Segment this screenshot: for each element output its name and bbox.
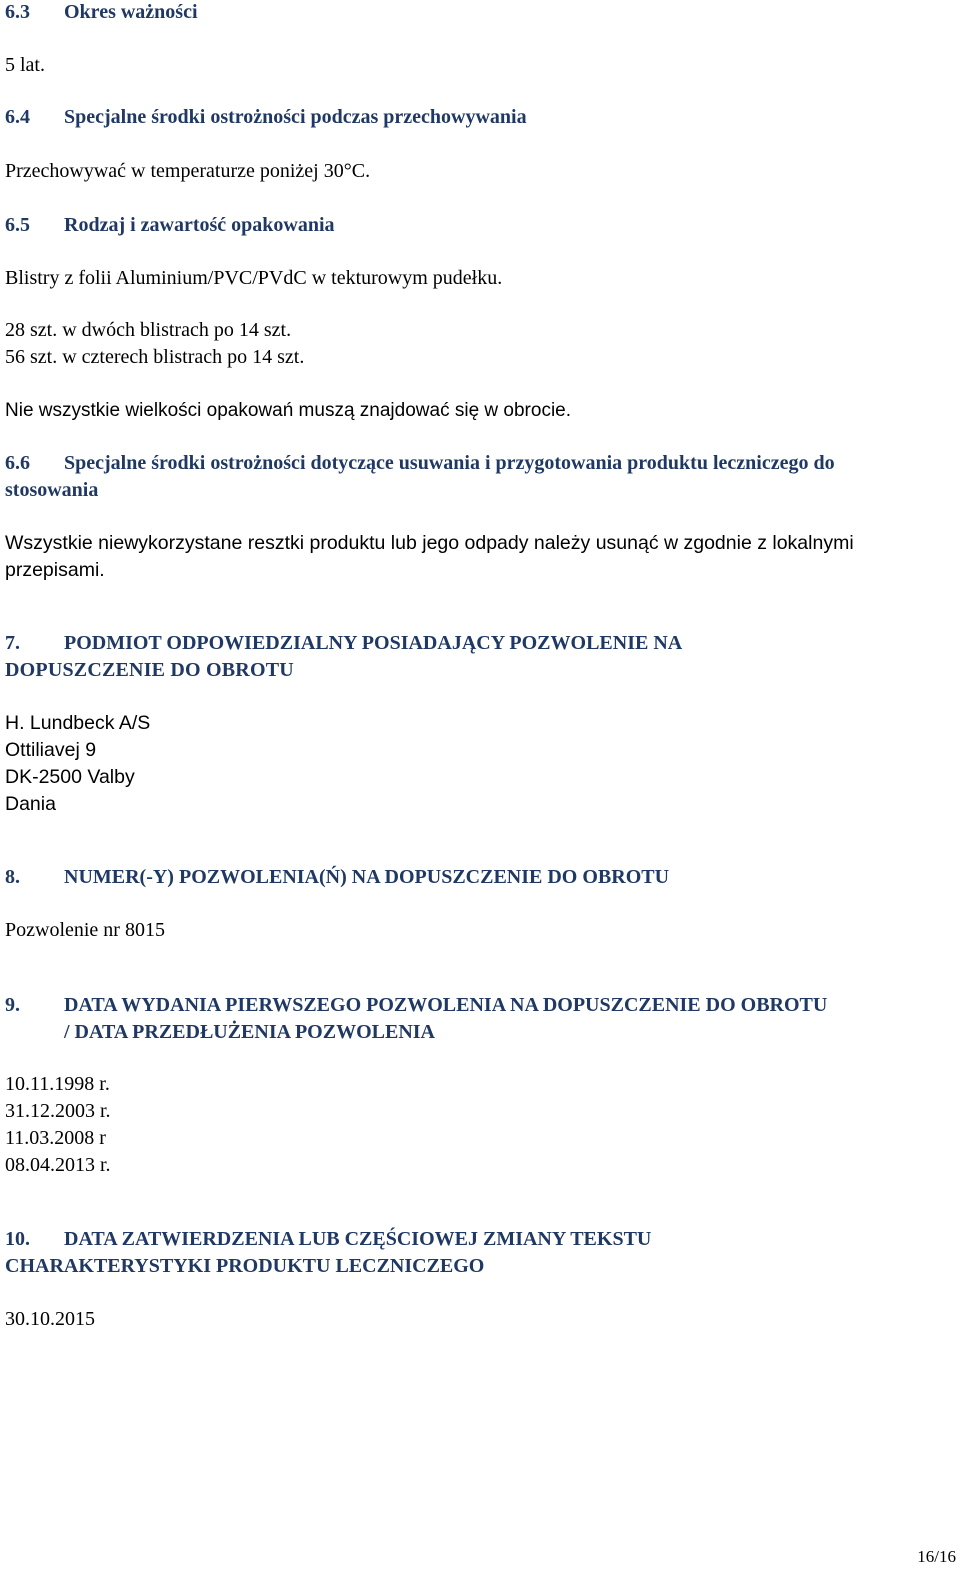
section-number: 6.4 — [5, 106, 30, 128]
section-number: 8. — [5, 866, 20, 888]
section-title-continued: stosowania — [5, 479, 99, 501]
section-6-4-body: Przechowywać w temperaturze poniżej 30°C. — [5, 160, 371, 182]
section-title: DATA ZATWIERDZENIA LUB CZĘŚCIOWEJ ZMIANY TEKSTU — [64, 1228, 652, 1250]
section-7-heading — [5, 630, 682, 684]
section-10-heading — [5, 1226, 651, 1280]
pack-size-list — [5, 317, 304, 371]
section-6-4-heading — [5, 104, 527, 131]
address-line: H. Lundbeck A/S — [5, 712, 151, 734]
marketing-authorisation-holder-address — [5, 710, 150, 818]
section-title-continued: DOPUSZCZENIE DO OBROTU — [5, 659, 294, 681]
section-6-5-heading — [5, 212, 335, 239]
address-line: Ottiliavej 9 — [5, 739, 97, 761]
section-6-5-body: Blistry z folii Aluminium/PVC/PVdC w tekturowym pudełku. — [5, 267, 503, 289]
section-title: DATA WYDANIA PIERWSZEGO POZWOLENIA NA DOPUSZCZENIE DO OBROTU — [64, 994, 828, 1016]
section-title: Rodzaj i zawartość opakowania — [64, 214, 335, 236]
section-9-heading — [5, 992, 827, 1046]
section-8-heading — [5, 864, 669, 891]
section-number: 7. — [5, 632, 20, 654]
section-6-6-heading — [5, 450, 835, 504]
section-number: 6.3 — [5, 1, 30, 23]
pack-availability-note: Nie wszystkie wielkości opakowań muszą znajdować się w obrocie. — [5, 400, 572, 421]
section-6-6-body — [5, 530, 854, 584]
pack-size-item: 28 szt. w dwóch blistrach po 14 szt. — [5, 319, 292, 341]
section-title: Specjalne środki ostrożności podczas przechowywania — [64, 106, 527, 128]
section-6-3-heading — [5, 0, 198, 26]
date-item: 11.03.2008 r — [5, 1127, 106, 1149]
section-8-body: Pozwolenie nr 8015 — [5, 919, 165, 941]
section-title-continued: / DATA PRZEDŁUŻENIA POZWOLENIA — [64, 1021, 435, 1043]
section-title: Specjalne środki ostrożności dotyczące usuwania i przygotowania produktu leczniczego do — [64, 452, 835, 474]
address-line: DK-2500 Valby — [5, 766, 135, 788]
authorisation-dates — [5, 1071, 111, 1179]
section-title: Okres ważności — [64, 1, 198, 23]
address-line: Dania — [5, 793, 56, 815]
section-title-continued: CHARAKTERYSTYKI PRODUKTU LECZNICZEGO — [5, 1255, 485, 1277]
pack-size-item: 56 szt. w czterech blistrach po 14 szt. — [5, 346, 305, 368]
date-item: 08.04.2013 r. — [5, 1154, 111, 1176]
body-line: przepisami. — [5, 559, 105, 581]
date-item: 31.12.2003 r. — [5, 1100, 111, 1122]
section-6-3-body: 5 lat. — [5, 54, 45, 76]
section-number: 6.6 — [5, 452, 30, 474]
section-number: 6.5 — [5, 214, 30, 236]
page-number: 16/16 — [917, 1547, 956, 1566]
section-title: NUMER(-Y) POZWOLENIA(Ń) NA DOPUSZCZENIE DO OBROTU — [64, 866, 670, 888]
date-item: 10.11.1998 r. — [5, 1073, 110, 1095]
section-title: PODMIOT ODPOWIEDZIALNY POSIADAJĄCY POZWOLENIE NA — [64, 632, 683, 654]
section-number: 10. — [5, 1228, 30, 1250]
section-10-body: 30.10.2015 — [5, 1308, 95, 1330]
section-number: 9. — [5, 994, 20, 1016]
body-line: Wszystkie niewykorzystane resztki produktu lub jego odpady należy usunąć w zgodnie z lokalnymi — [5, 532, 854, 554]
